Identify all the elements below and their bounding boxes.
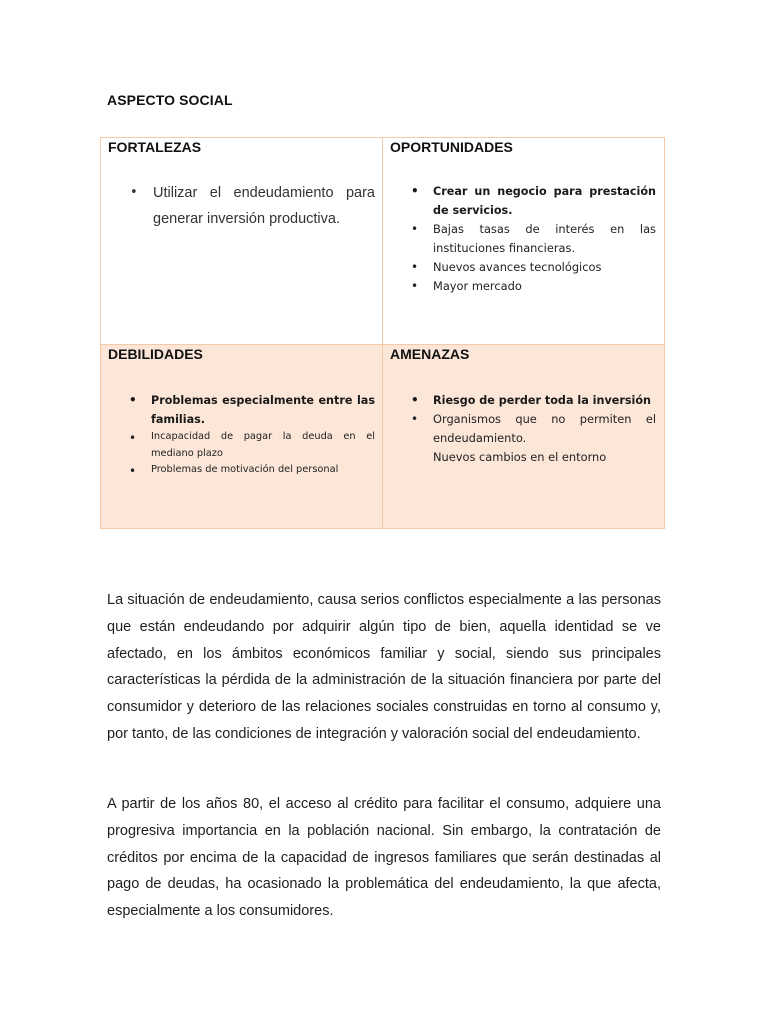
- oportunidades-cell: [383, 138, 665, 345]
- oportunidades-item: • Bajas tasas de interés en las instituciones financieras.: [389, 220, 656, 258]
- swot-table: [100, 137, 665, 529]
- section-title: ASPECTO SOCIAL: [107, 92, 233, 108]
- oportunidades-item: • Nuevos avances tecnológicos: [389, 258, 656, 277]
- oportunidades-list: [389, 182, 656, 296]
- debilidades-item: • Incapacidad de pagar la deuda en el mediano plazo: [107, 429, 375, 462]
- amenazas-item: • Organismos que no permiten el endeudamiento.: [389, 410, 656, 448]
- debilidades-heading: DEBILIDADES: [108, 346, 203, 362]
- amenazas-item: Nuevos cambios en el entorno: [433, 450, 607, 464]
- debilidades-item: • Problemas especialmente entre las familias.: [107, 391, 375, 429]
- oportunidades-item: • Mayor mercado: [389, 277, 656, 296]
- oportunidades-item: • Crear un negocio para prestación de servicios.: [389, 182, 656, 220]
- amenazas-cell: [383, 345, 665, 529]
- body-paragraph: La situación de endeudamiento, causa serios conflictos especialmente a las personas que están endeudando por adquirir algún tipo de bien, aquella identidad se ve afectado, en los ámbitos económicos familiar y social, siendo sus principales características la pérdida de la administración de la situación financiera por parte del consumidor y deterioro de las relaciones sociales construidas en torno al consumo y, por tanto, de las condiciones de integración y valoración social del endeudamiento.: [107, 592, 661, 742]
- debilidades-item: • Problemas de motivación del personal: [107, 462, 375, 479]
- body-paragraph: A partir de los años 80, el acceso al crédito para facilitar el consumo, adquiere una progresiva importancia en la población nacional. Sin embargo, la contratación de créditos por encima de la capacidad de ingresos familiares que serán destinadas al pago de deudas, ha ocasionado la problemática del endeudamiento, la que afecta, especialmente a los consumidores.: [107, 796, 661, 920]
- fortalezas-heading: FORTALEZAS: [108, 139, 202, 155]
- amenazas-list: [389, 391, 656, 467]
- fortalezas-cell: [101, 138, 383, 345]
- fortalezas-item: • Utilizar el endeudamiento para generar inversión productiva.: [109, 180, 375, 232]
- fortalezas-list: [109, 180, 375, 232]
- amenazas-heading: AMENAZAS: [390, 346, 470, 362]
- oportunidades-heading: OPORTUNIDADES: [390, 139, 513, 155]
- debilidades-cell: [101, 345, 383, 529]
- amenazas-item: • Riesgo de perder toda la inversión: [389, 391, 656, 410]
- debilidades-list: [107, 391, 375, 479]
